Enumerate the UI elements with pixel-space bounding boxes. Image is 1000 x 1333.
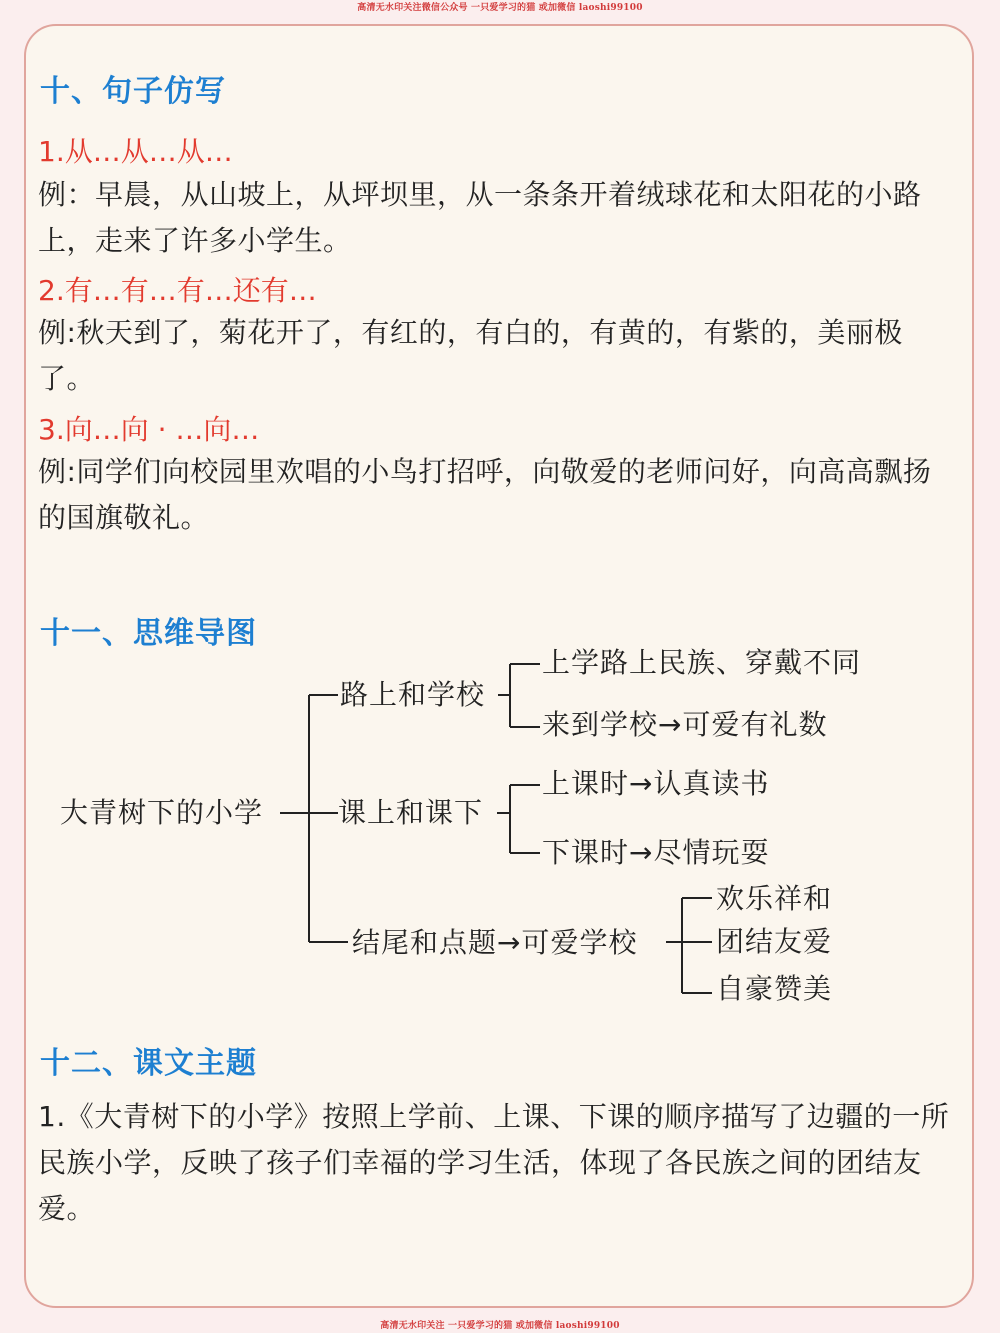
bottom-watermark: 高清无水印关注 一只爱学习的猫 或加微信 laoshi99100	[380, 1321, 620, 1331]
section-12-title: 十二、课文主题	[40, 1046, 257, 1081]
mind-map-leaf-1-1: 上学路上民族、穿戴不同	[542, 646, 862, 679]
mind-map-leaf-3-1: 欢乐祥和	[716, 882, 833, 915]
mind-map-branch-2: 课上和课下	[338, 796, 484, 829]
mind-map-leaf-1-2: 来到学校→可爱有礼数	[542, 708, 828, 741]
top-watermark: 高清无水印关注微信公众号 一只爱学习的猫 或加微信 laoshi99100	[357, 3, 643, 13]
example-sentence-1: 例：早晨，从山坡上，从坪坝里，从一条条开着绒球花和太阳花的小路上，走来了许多小学生。	[38, 178, 922, 257]
mind-map-branch-1: 路上和学校	[340, 678, 486, 711]
theme-paragraph: 1.《大青树下的小学》按照上学前、上课、下课的顺序描写了边疆的一所民族小学，反映了孩子们幸福的学习生活，体现了各民族之间的团结友爱。	[38, 1100, 950, 1225]
sentence-pattern-3: 3.向…向 · …向…	[38, 413, 260, 446]
example-sentence-2: 例:秋天到了，菊花开了，有红的，有白的，有黄的，有紫的，美丽极了。	[38, 316, 903, 395]
mind-map-branch-3: 结尾和点题→可爱学校	[352, 926, 638, 959]
section-11-title: 十一、思维导图	[40, 616, 257, 651]
mind-map-leaf-2-1: 上课时→认真读书	[542, 767, 770, 800]
mind-map-leaf-2-2: 下课时→尽情玩耍	[542, 836, 770, 869]
example-sentence-3: 例:同学们向校园里欢唱的小鸟打招呼，向敬爱的老师问好，向高高飘扬的国旗敬礼。	[38, 455, 932, 534]
mind-map-root: 大青树下的小学	[60, 796, 264, 829]
section-10-title: 十、句子仿写	[40, 74, 226, 109]
mind-map-leaf-3-2: 团结友爱	[716, 925, 833, 958]
sentence-pattern-1: 1.从…从…从…	[38, 135, 233, 168]
sentence-pattern-2: 2.有…有…有…还有…	[38, 274, 317, 307]
mind-map-leaf-3-3: 自豪赞美	[716, 972, 833, 1005]
